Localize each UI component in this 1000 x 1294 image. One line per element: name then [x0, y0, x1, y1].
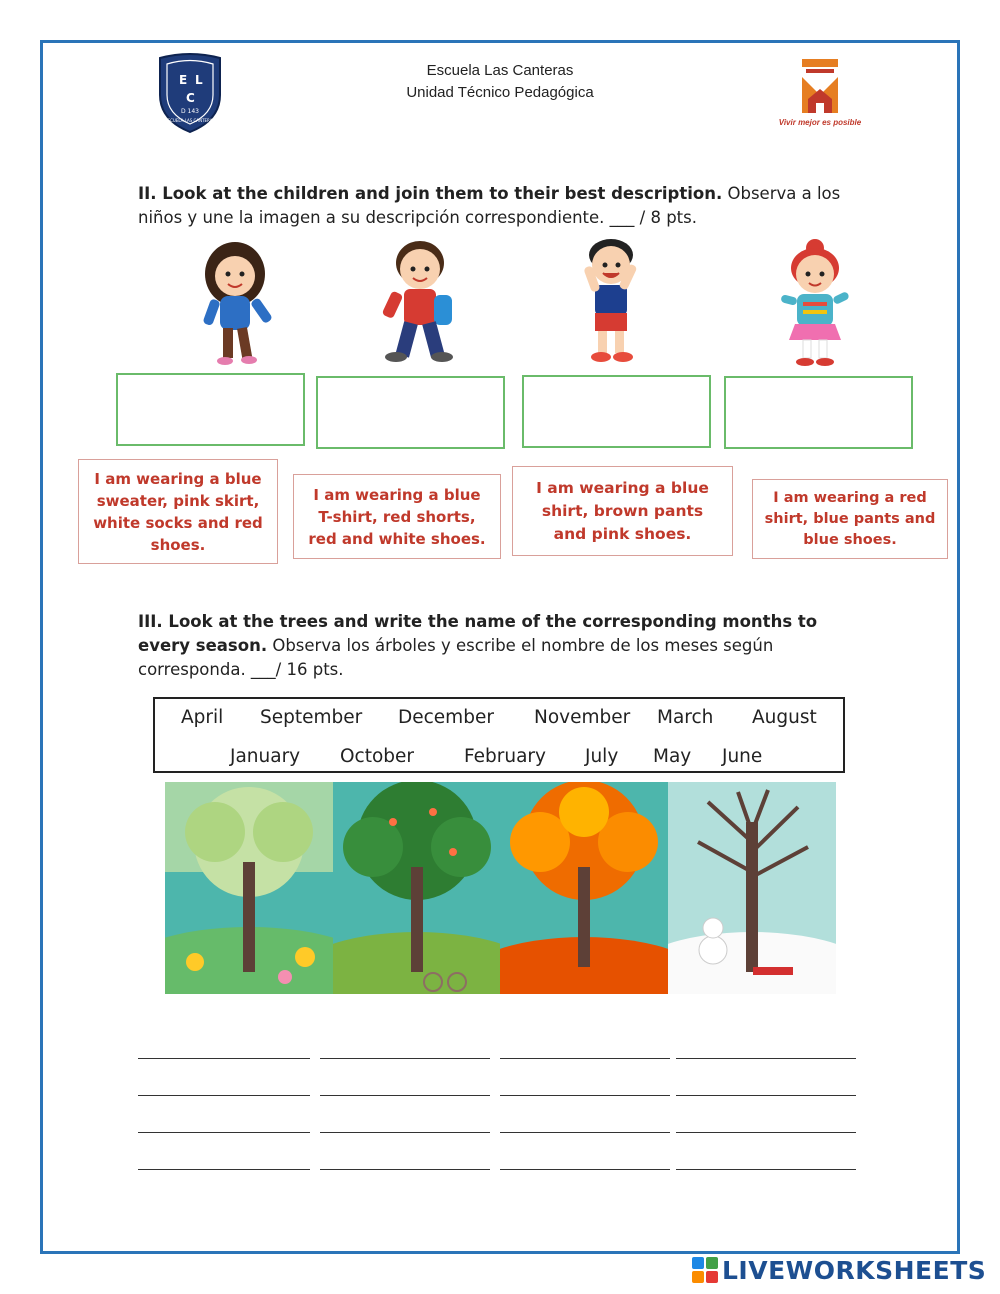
unit-name: Unidad Técnico Pedagógica — [406, 84, 594, 101]
school-name: Escuela Las Canteras — [426, 62, 574, 79]
section-2-title: II. Look at the children and join them to their best description. — [138, 184, 723, 203]
answer-line[interactable] — [320, 1132, 490, 1133]
summer-tree-picture — [333, 782, 501, 994]
answer-line[interactable] — [138, 1132, 310, 1133]
school-header — [340, 60, 660, 104]
answer-line[interactable] — [500, 1132, 670, 1133]
girl-blue-sweater-picture — [185, 238, 285, 373]
month-word: July — [585, 746, 619, 767]
answer-line[interactable] — [138, 1095, 310, 1096]
section-3-title: III. Look at the trees and write the name of the corresponding months to every season. — [138, 612, 818, 655]
description-card-4[interactable]: I am wearing a red shirt, blue pants and blue shoes. — [752, 479, 948, 559]
month-word: October — [340, 746, 415, 767]
answer-line[interactable] — [138, 1058, 310, 1059]
description-card-3[interactable]: I am wearing a blue shirt, brown pants and pink shoes. — [512, 466, 733, 556]
month-word: March — [657, 707, 714, 728]
answer-line[interactable] — [676, 1095, 856, 1096]
boy-waving-picture — [565, 235, 665, 370]
spring-tree-picture — [165, 782, 333, 994]
crest-number: D 143 — [181, 108, 199, 115]
municipality-slogan: Vivir mejor es posible — [778, 118, 862, 127]
section-3-instructions — [138, 610, 868, 682]
month-word: May — [653, 746, 692, 767]
section-2-instructions — [138, 182, 868, 230]
answer-line[interactable] — [320, 1169, 490, 1170]
liveworksheets-logo-icon — [692, 1257, 718, 1283]
section-3-subtitle: Observa los árboles y escribe el nombre de los meses según corresponda. ___/ 16 pts. — [138, 636, 774, 679]
answer-line[interactable] — [320, 1095, 490, 1096]
month-word: September — [260, 707, 363, 728]
answer-line[interactable] — [500, 1169, 670, 1170]
answer-line[interactable] — [138, 1169, 310, 1170]
section-2-subtitle: Observa a los niños y une la imagen a su descripción correspondiente. ___ / 8 pts. — [138, 184, 841, 227]
month-word: January — [230, 746, 301, 767]
answer-line[interactable] — [320, 1058, 490, 1059]
month-word: April — [181, 707, 224, 728]
description-card-2[interactable]: I am wearing a blue T-shirt, red shorts, red and white shoes. — [293, 474, 501, 559]
month-word: February — [464, 746, 546, 767]
brand-name: LIVEWORKSHEETS — [722, 1255, 987, 1285]
month-word: June — [722, 746, 763, 767]
answer-box-1[interactable] — [116, 373, 305, 446]
answer-box-2[interactable] — [316, 376, 505, 449]
crest-letter: L — [195, 73, 203, 87]
school-crest-logo — [150, 50, 230, 135]
answer-line[interactable] — [676, 1058, 856, 1059]
answer-box-4[interactable] — [724, 376, 913, 449]
crest-letter: C — [186, 91, 195, 105]
month-word-bank — [153, 697, 845, 773]
description-card-1[interactable]: I am wearing a blue sweater, pink skirt, white socks and red shoes. — [78, 459, 278, 564]
liveworksheets-brand — [692, 1255, 986, 1285]
crest-letter: E — [179, 73, 188, 87]
answer-box-3[interactable] — [522, 375, 711, 448]
month-word: August — [752, 707, 817, 728]
autumn-tree-picture — [500, 782, 668, 994]
month-word: December — [398, 707, 494, 728]
crest-ring-text: ESCUELA LAS CANTERAS — [165, 118, 215, 123]
answer-line[interactable] — [500, 1058, 670, 1059]
answer-line[interactable] — [500, 1095, 670, 1096]
month-word: November — [534, 707, 631, 728]
answer-line[interactable] — [676, 1132, 856, 1133]
boy-backpack-picture — [370, 235, 470, 370]
winter-tree-picture — [668, 782, 836, 994]
girl-pink-skirt-picture — [765, 238, 865, 373]
answer-line[interactable] — [676, 1169, 856, 1170]
